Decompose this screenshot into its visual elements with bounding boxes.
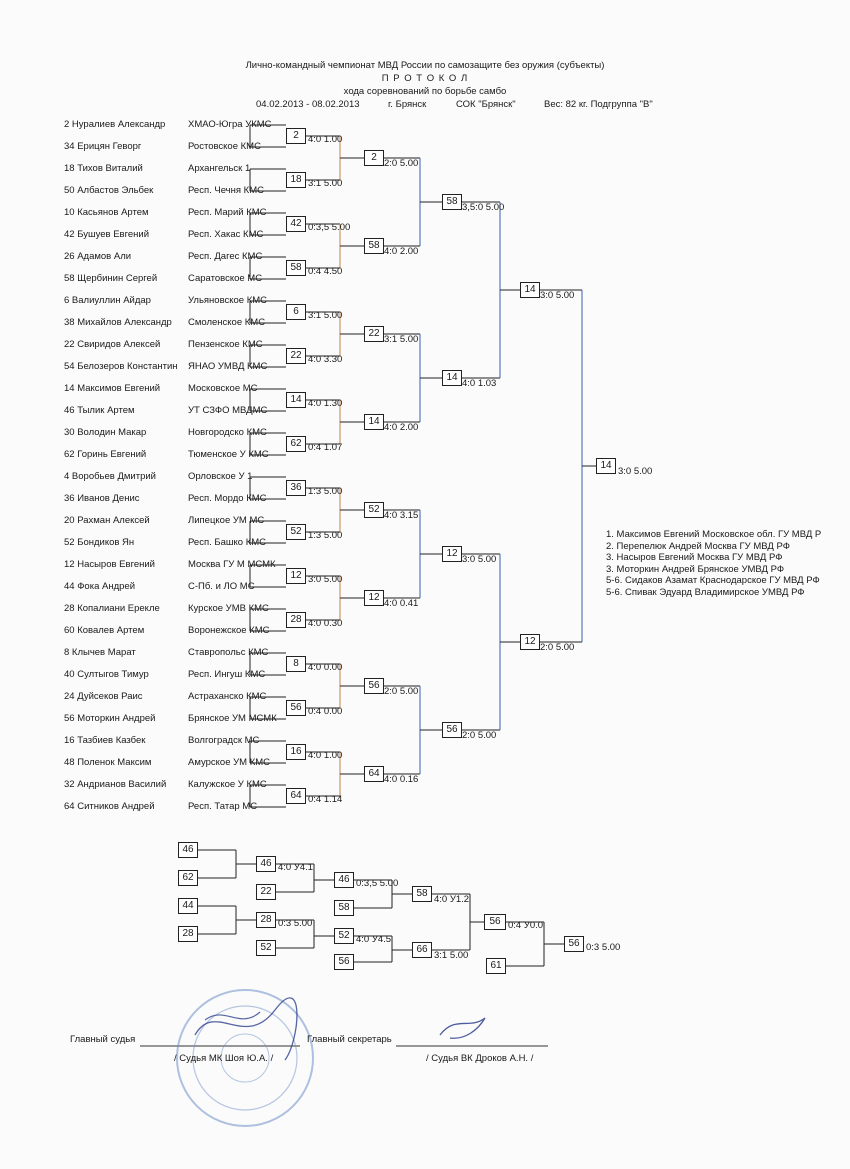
athlete-name: 20 Рахман Алексей	[64, 515, 150, 526]
round1-score: 0:4 0.00	[308, 706, 343, 717]
result-place: 3. Моторкин Андрей Брянское УМВД РФ	[606, 563, 785, 575]
round2-winner-box: 2	[364, 150, 384, 166]
repechage-seed-box: 46	[178, 842, 198, 858]
athlete-name: 6 Валиуллин Айдар	[64, 295, 151, 306]
athlete-region: УТ СЗФО МВДМС	[188, 405, 268, 416]
round2-winner-box: 14	[364, 414, 384, 430]
athlete-name: 50 Албастов Эльбек	[64, 185, 154, 196]
repechage-r3-score: 4:0 У1.2	[434, 894, 470, 905]
round1-winner-box: 6	[286, 304, 306, 320]
athlete-region: Пензенское КМС	[188, 339, 263, 350]
round1-winner-box: 2	[286, 128, 306, 144]
competition-venue: СОК "Брянск"	[456, 99, 516, 110]
athlete-name: 44 Фока Андрей	[64, 581, 135, 592]
athlete-region: Москва ГУ М МСМК	[188, 559, 276, 570]
chief-secretary-label: Главный секретарь	[307, 1034, 392, 1045]
repechage-seed-box: 44	[178, 898, 198, 914]
athlete-region: Брянское УМ МСМК	[188, 713, 277, 724]
round1-score: 4:0 1.00	[308, 134, 343, 145]
repechage-r3-box: 58	[412, 886, 432, 902]
athlete-region: Калужское У КМС	[188, 779, 267, 790]
repechage-r3-box: 66	[412, 942, 432, 958]
round2-score: 4:0 2.00	[384, 422, 419, 433]
round3-score: 2:0 5.00	[462, 730, 497, 741]
round4-winner-box: 12	[520, 634, 540, 650]
repechage-r2-opponent-box: 58	[334, 900, 354, 916]
round1-winner-box: 62	[286, 436, 306, 452]
round2-score: 4:0 3.15	[384, 510, 419, 521]
protocol-title: П Р О Т О К О Л	[381, 73, 469, 84]
round1-score: 4:0 0.30	[308, 618, 343, 629]
round2-score: 4:0 0.41	[384, 598, 419, 609]
round2-score: 3:1 5.00	[384, 334, 419, 345]
athlete-region: Саратовское МС	[188, 273, 263, 284]
round1-winner-box: 8	[286, 656, 306, 672]
athlete-region: Ставропольс КМС	[188, 647, 269, 658]
round2-winner-box: 58	[364, 238, 384, 254]
round1-winner-box: 16	[286, 744, 306, 760]
athlete-region: Ростовское КМС	[188, 141, 261, 152]
result-place: 5-6. Сидаков Азамат Краснодарское ГУ МВД РФ	[606, 575, 820, 586]
chief-judge-name: / Судья МК Шоя Ю.А. /	[174, 1053, 274, 1064]
champion-box: 14	[596, 458, 616, 474]
chief-secretary-name: / Судья ВК Дроков А.Н. /	[426, 1053, 534, 1064]
athlete-name: 48 Поленок Максим	[64, 757, 152, 768]
athlete-region: Орловское У 1	[188, 471, 253, 482]
athlete-name: 10 Касьянов Артем	[64, 207, 149, 218]
round2-winner-box: 52	[364, 502, 384, 518]
athlete-region: Смоленское КМС	[188, 317, 266, 328]
athlete-name: 4 Воробьев Дмитрий	[64, 471, 156, 482]
protocol-subtitle: хода соревнований по борьбе самбо	[343, 86, 507, 97]
athlete-name: 18 Тихов Виталий	[64, 163, 143, 174]
round1-score: 1:3 5.00	[308, 530, 343, 541]
athlete-name: 28 Копалиани Ерекле	[64, 603, 160, 614]
round3-winner-box: 14	[442, 370, 462, 386]
athlete-name: 32 Андрианов Василий	[64, 779, 167, 790]
athlete-name: 40 Султыгов Тимур	[64, 669, 149, 680]
round2-winner-box: 64	[364, 766, 384, 782]
repechage-seed-box: 28	[178, 926, 198, 942]
athlete-name: 60 Ковалев Артем	[64, 625, 145, 636]
repechage-r2-box: 46	[334, 872, 354, 888]
athlete-name: 2 Нуралиев Александр	[64, 119, 166, 130]
round1-score: 3:0 5.00	[308, 574, 343, 585]
athlete-region: Новгородско КМС	[188, 427, 267, 438]
athlete-region: Тюменское У КМС	[188, 449, 269, 460]
round2-winner-box: 22	[364, 326, 384, 342]
round4-score: 3:0 5.00	[540, 290, 575, 301]
round1-winner-box: 56	[286, 700, 306, 716]
round1-winner-box: 22	[286, 348, 306, 364]
round2-score: 4:0 2.00	[384, 246, 419, 257]
athlete-region: Респ. Татар МС	[188, 801, 258, 812]
repechage-r4-opponent-box: 61	[486, 958, 506, 974]
round1-winner-box: 64	[286, 788, 306, 804]
result-place: 1. Максимов Евгений Московское обл. ГУ МВД Р	[606, 529, 822, 540]
athlete-name: 64 Ситников Андрей	[64, 801, 155, 812]
athlete-name: 16 Тазбиев Казбек	[64, 735, 146, 746]
athlete-name: 30 Володин Макар	[64, 427, 147, 438]
round2-score: 2:0 5.00	[384, 686, 419, 697]
athlete-name: 36 Иванов Денис	[64, 493, 140, 504]
repechage-r4-box: 56	[484, 914, 506, 930]
athlete-name: 14 Максимов Евгений	[64, 383, 161, 394]
athlete-region: Курское УМВ КМС	[188, 603, 269, 614]
round1-score: 4:0 3.30	[308, 354, 343, 365]
round1-winner-box: 52	[286, 524, 306, 540]
athlete-name: 22 Свиридов Алексей	[64, 339, 161, 350]
round3-winner-box: 58	[442, 194, 462, 210]
athlete-name: 54 Белозеров Константин	[64, 361, 178, 372]
round1-score: 1:3 5.00	[308, 486, 343, 497]
round1-score: 0:4 4.50	[308, 266, 343, 277]
athlete-name: 38 Михайлов Александр	[64, 317, 172, 328]
round3-winner-box: 12	[442, 546, 462, 562]
athlete-name: 42 Бушуев Евгений	[64, 229, 149, 240]
athlete-region: Липецкое УМ МС	[188, 515, 265, 526]
final-score: 3:0 5.00	[618, 466, 653, 477]
competition-city: г. Брянск	[388, 99, 427, 110]
athlete-region: Респ. Мордо КМС	[188, 493, 267, 504]
round1-score: 0:3,5 5.00	[308, 222, 351, 233]
round3-score: 3,5:0 5.00	[462, 202, 505, 213]
athlete-region: Респ. Марий КМС	[188, 207, 267, 218]
athlete-region: С-Пб. и ЛО МС	[188, 581, 255, 592]
repechage-r1-box: 46	[256, 856, 276, 872]
athlete-region: Волгоградск МС	[188, 735, 260, 746]
round1-winner-box: 18	[286, 172, 306, 188]
round3-score: 3:0 5.00	[462, 554, 497, 565]
athlete-name: 26 Адамов Али	[64, 251, 132, 262]
repechage-r1-score: 0:3 5.00	[278, 918, 313, 929]
round4-winner-box: 14	[520, 282, 540, 298]
athlete-name: 62 Горинь Евгений	[64, 449, 147, 460]
round1-score: 0:4 1.14	[308, 794, 343, 805]
chief-judge-label: Главный судья	[70, 1034, 136, 1045]
round1-score: 4:0 1.30	[308, 398, 343, 409]
round3-score: 4:0 1.03	[462, 378, 497, 389]
repechage-r2-opponent-box: 56	[334, 954, 354, 970]
round1-winner-box: 42	[286, 216, 306, 232]
round4-score: 2:0 5.00	[540, 642, 575, 653]
athlete-name: 56 Моторкин Андрей	[64, 713, 156, 724]
round2-score: 4:0 0.16	[384, 774, 419, 785]
round1-winner-box: 12	[286, 568, 306, 584]
round1-score: 3:1 5.00	[308, 310, 343, 321]
repechage-r3-score: 3:1 5.00	[434, 950, 469, 961]
round3-winner-box: 56	[442, 722, 462, 738]
repechage-r4-score: 0:4 У0.0	[508, 920, 544, 931]
repechage-r1-opponent-box: 22	[256, 884, 276, 900]
athlete-region: Астраханско КМС	[188, 691, 267, 702]
result-place: 3. Насыров Евгений Москва ГУ МВД РФ	[606, 552, 783, 563]
athlete-region: ХМАО-Югра УКМС	[188, 119, 272, 130]
protocol-title-line1: Лично-командный чемпионат МВД России по самозащите без оружия (субъекты)	[245, 60, 605, 71]
athlete-region: Амурское УМ КМС	[188, 757, 271, 768]
competition-dates: 04.02.2013 - 08.02.2013	[256, 99, 360, 110]
athlete-name: 34 Ерицян Геворг	[64, 141, 142, 152]
athlete-region: Респ. Чечня КМС	[188, 185, 264, 196]
athlete-region: Архангельск 1	[188, 163, 251, 174]
athlete-region: Респ. Хакас КМС	[188, 229, 264, 240]
repechage-seed-box: 62	[178, 870, 198, 886]
athlete-region: Воронежское КМС	[188, 625, 270, 636]
athlete-region: Московское МС	[188, 383, 258, 394]
athlete-region: Ульяновское КМС	[188, 295, 268, 306]
repechage-r2-box: 52	[334, 928, 354, 944]
weight-class: Вес: 82 кг. Подгруппа "В"	[544, 99, 653, 110]
repechage-r2-score: 4:0 У4.5	[356, 934, 392, 945]
round1-score: 4:0 0.00	[308, 662, 343, 673]
athlete-region: ЯНАО УМВД КМС	[188, 361, 268, 372]
round2-winner-box: 12	[364, 590, 384, 606]
round1-score: 0:4 1.07	[308, 442, 343, 453]
round1-winner-box: 36	[286, 480, 306, 496]
round1-winner-box: 14	[286, 392, 306, 408]
athlete-region: Респ. Дагес КМС	[188, 251, 263, 262]
repechage-r1-box: 28	[256, 912, 276, 928]
repechage-winner-box: 56	[564, 936, 584, 952]
result-place: 5-6. Спивак Эдуард Владимирское УМВД РФ	[606, 586, 805, 598]
repechage-r1-opponent-box: 52	[256, 940, 276, 956]
round1-score: 4:0 1.00	[308, 750, 343, 761]
athlete-name: 58 Щербинин Сергей	[64, 273, 158, 284]
athlete-name: 8 Клычев Марат	[64, 647, 136, 658]
athlete-name: 46 Тылик Артем	[64, 405, 135, 416]
athlete-region: Респ. Ингуш КМС	[188, 669, 266, 680]
athlete-region: Респ. Башко КМС	[188, 537, 267, 548]
repechage-final-score: 0:3 5.00	[586, 942, 621, 953]
round1-winner-box: 28	[286, 612, 306, 628]
repechage-r1-score: 4:0 У4.1	[278, 862, 314, 873]
result-place: 2. Перепелюк Андрей Москва ГУ МВД РФ	[606, 540, 790, 552]
round2-score: 2:0 5.00	[384, 158, 419, 169]
athlete-name: 12 Насыров Евгений	[64, 559, 155, 570]
round1-winner-box: 58	[286, 260, 306, 276]
round2-winner-box: 56	[364, 678, 384, 694]
athlete-name: 52 Бондиков Ян	[64, 537, 135, 548]
round1-score: 3:1 5.00	[308, 178, 343, 189]
repechage-r2-score: 0:3,5 5.00	[356, 878, 399, 889]
athlete-name: 24 Дуйсеков Раис	[64, 691, 143, 702]
